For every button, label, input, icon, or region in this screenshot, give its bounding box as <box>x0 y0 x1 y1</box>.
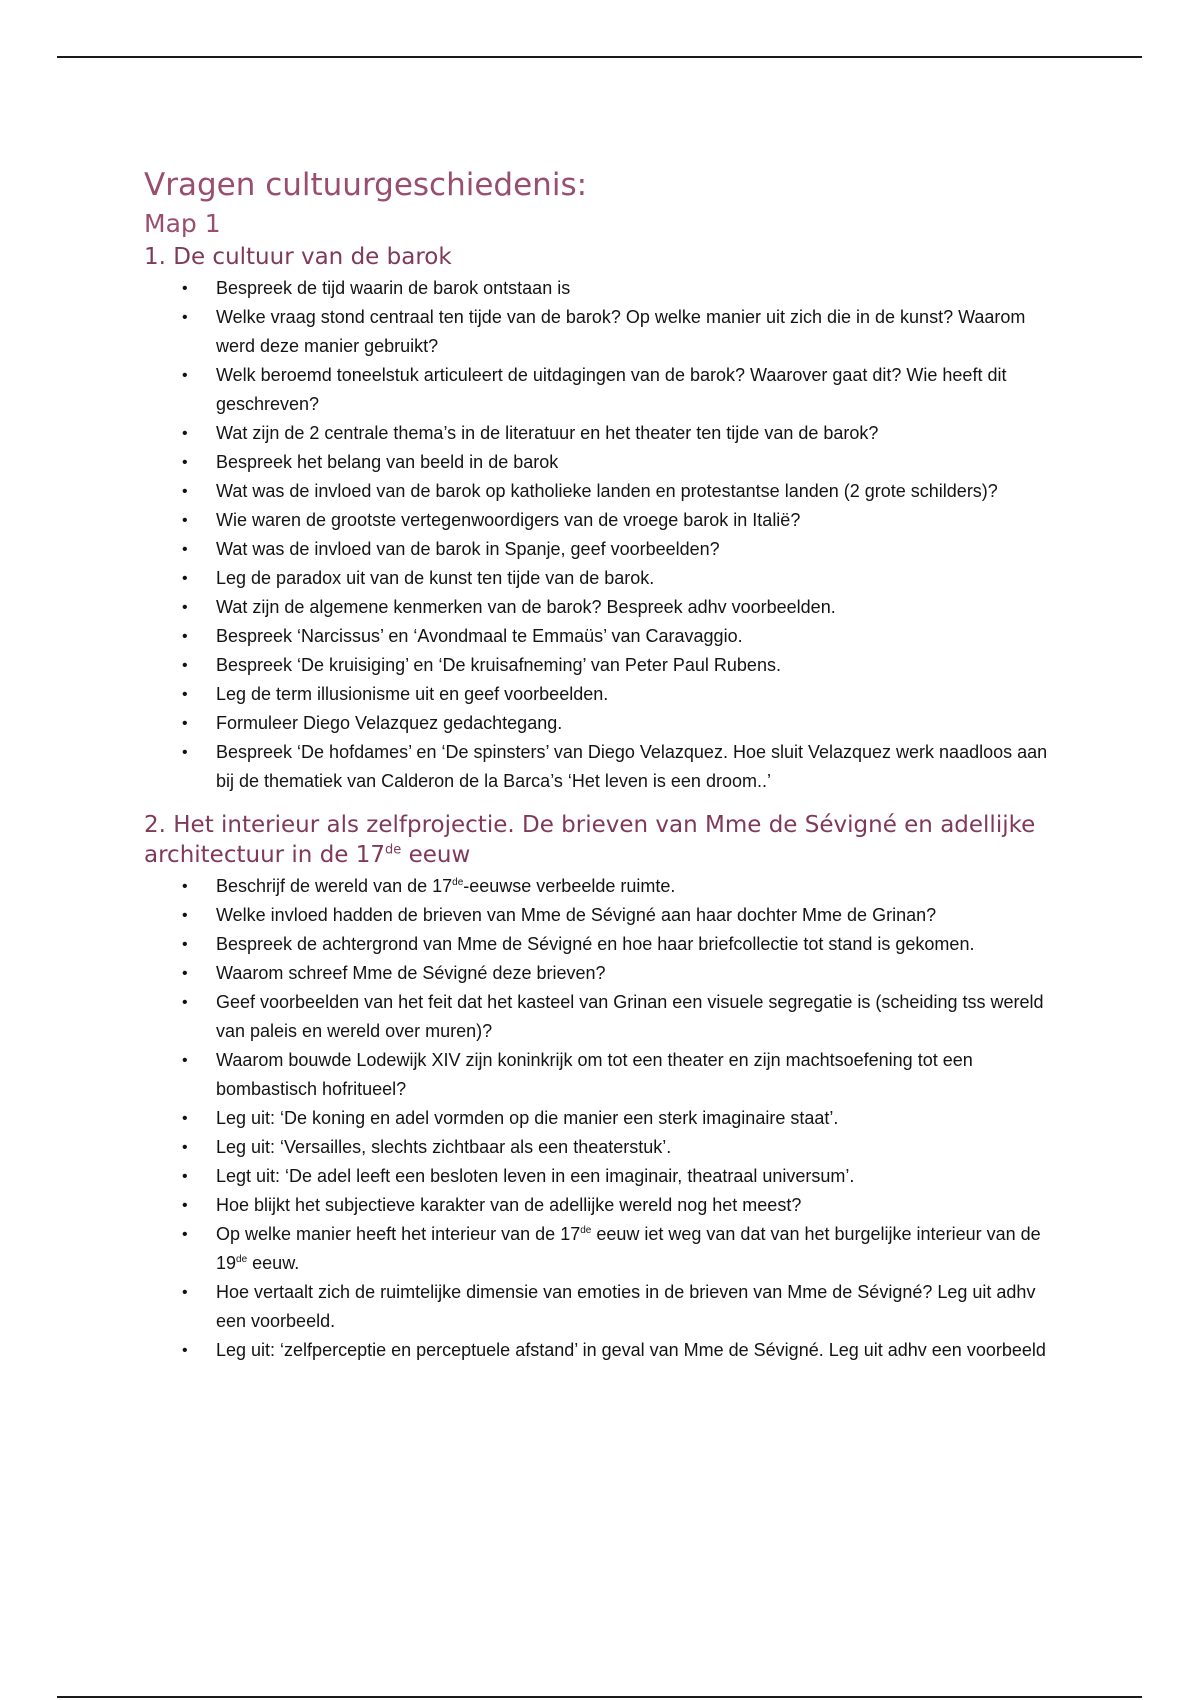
list-item <box>144 303 1064 361</box>
bullet-icon: • <box>182 512 188 529</box>
list-item <box>144 680 1064 709</box>
list-item <box>144 622 1064 651</box>
list-item <box>144 651 1064 680</box>
text-fragment: Op welke manier heeft het interieur van de 17 <box>216 1224 581 1244</box>
list-item <box>144 901 1064 930</box>
bullet-icon: • <box>182 280 188 297</box>
bullet-icon: • <box>182 1110 188 1127</box>
list-item <box>144 1133 1064 1162</box>
text-fragment: -eeuwse verbeelde ruimte. <box>463 876 676 896</box>
document-body <box>144 164 1064 1365</box>
question-text: Leg de paradox uit van de kunst ten tijde van de barok. <box>216 568 655 588</box>
question-text: Leg uit: ‘zelfperceptie en perceptuele afstand’ in geval van Mme de Sévigné. Leg uit adhv een voorbeeld <box>216 1340 1046 1360</box>
bullet-icon: • <box>182 541 188 558</box>
list-item <box>144 477 1064 506</box>
list-item <box>144 419 1064 448</box>
question-text <box>216 876 675 896</box>
list-item <box>144 988 1064 1046</box>
superscript: de <box>236 1254 248 1265</box>
bullet-icon: • <box>182 425 188 442</box>
list-item <box>144 1046 1064 1104</box>
list-item <box>144 1162 1064 1191</box>
bullet-icon: • <box>182 936 188 953</box>
question-text: Hoe blijkt het subjectieve karakter van de adellijke wereld nog het meest? <box>216 1195 802 1215</box>
question-text: Bespreek ‘De hofdames’ en ‘De spinsters’ van Diego Velazquez. Hoe sluit Velazquez werk naadloos aan bij de thematiek van Calderon de la Barca’s ‘Het leven is een droom..’ <box>216 742 1048 791</box>
list-item <box>144 872 1064 901</box>
question-text: Wat was de invloed van de barok in Spanje, geef voorbeelden? <box>216 539 720 559</box>
list-item <box>144 361 1064 419</box>
list-item <box>144 564 1064 593</box>
question-text: Formuleer Diego Velazquez gedachtegang. <box>216 713 563 733</box>
question-text: Leg de term illusionisme uit en geef voorbeelden. <box>216 684 609 704</box>
question-text: Leg uit: ‘De koning en adel vormden op die manier een sterk imaginaire staat’. <box>216 1108 839 1128</box>
question-text: Wat was de invloed van de barok op katholieke landen en protestantse landen (2 grote schilders)? <box>216 481 998 501</box>
section-heading: 1. De cultuur van de barok <box>144 244 452 270</box>
list-item <box>144 1191 1064 1220</box>
section-heading-part2: eeuw <box>401 842 471 868</box>
superscript: de <box>580 1225 592 1236</box>
question-text: Wat zijn de algemene kenmerken van de barok? Bespreek adhv voorbeelden. <box>216 597 836 617</box>
question-text: Bespreek het belang van beeld in de barok <box>216 452 559 472</box>
bullet-icon: • <box>182 907 188 924</box>
list-item <box>144 535 1064 564</box>
bullet-icon: • <box>182 1168 188 1185</box>
section-interieur <box>144 810 1064 1365</box>
list-item <box>144 593 1064 622</box>
bullet-icon: • <box>182 878 188 895</box>
section-heading <box>144 810 1064 870</box>
bullet-icon: • <box>182 483 188 500</box>
question-text: Bespreek ‘Narcissus’ en ‘Avondmaal te Emmaüs’ van Caravaggio. <box>216 626 743 646</box>
list-item <box>144 738 1064 796</box>
bullet-icon: • <box>182 1342 188 1359</box>
bullet-icon: • <box>182 686 188 703</box>
question-text: Leg uit: ‘Versailles, slechts zichtbaar als een theaterstuk’. <box>216 1137 672 1157</box>
list-item <box>144 1278 1064 1336</box>
bullet-icon: • <box>182 599 188 616</box>
list-item <box>144 274 1064 303</box>
text-fragment: eeuw. <box>247 1253 300 1273</box>
bottom-rule <box>57 1696 1142 1698</box>
bullet-icon: • <box>182 994 188 1011</box>
section-heading-sup: de <box>385 842 402 858</box>
question-text: Welke vraag stond centraal ten tijde van de barok? Op welke manier uit zich die in de kunst? Waarom werd deze manier gebruikt? <box>216 307 1026 356</box>
superscript: de <box>452 877 464 888</box>
section-barok <box>144 242 1064 796</box>
bullet-icon: • <box>182 454 188 471</box>
question-text: Legt uit: ‘De adel leeft een besloten leven in een imaginair, theatraal universum’. <box>216 1166 855 1186</box>
list-item <box>144 1336 1064 1365</box>
bullet-icon: • <box>182 1197 188 1214</box>
bullet-icon: • <box>182 657 188 674</box>
map-heading: Map 1 <box>144 209 221 238</box>
bullet-icon: • <box>182 1284 188 1301</box>
question-text: Hoe vertaalt zich de ruimtelijke dimensie van emoties in de brieven van Mme de Sévigné? Leg uit adhv een voorbeeld. <box>216 1282 1036 1331</box>
question-text: Welk beroemd toneelstuk articuleert de uitdagingen van de barok? Waarover gaat dit? Wie heeft dit geschreven? <box>216 365 1007 414</box>
bullet-icon: • <box>182 965 188 982</box>
bullet-icon: • <box>182 570 188 587</box>
question-text: Wat zijn de 2 centrale thema’s in de literatuur en het theater ten tijde van de barok? <box>216 423 879 443</box>
list-item <box>144 1104 1064 1133</box>
question-list <box>144 274 1064 796</box>
text-fragment: eeuw iet weg van dat van het burgelijke interieur van de 19 <box>216 1224 1041 1273</box>
list-item <box>144 959 1064 988</box>
question-text: Bespreek de achtergrond van Mme de Sévigné en hoe haar briefcollectie tot stand is gekomen. <box>216 934 975 954</box>
bullet-icon: • <box>182 309 188 326</box>
page-title: Vragen cultuurgeschiedenis: <box>144 167 588 203</box>
list-item <box>144 448 1064 477</box>
bullet-icon: • <box>182 1139 188 1156</box>
question-text: Bespreek ‘De kruisiging’ en ‘De kruisafneming’ van Peter Paul Rubens. <box>216 655 781 675</box>
question-list <box>144 872 1064 1365</box>
question-text: Bespreek de tijd waarin de barok ontstaan is <box>216 278 571 298</box>
list-item <box>144 709 1064 738</box>
question-text <box>216 1224 1041 1273</box>
text-fragment: Beschrijf de wereld van de 17 <box>216 876 453 896</box>
question-text: Welke invloed hadden de brieven van Mme de Sévigné aan haar dochter Mme de Grinan? <box>216 905 937 925</box>
bullet-icon: • <box>182 744 188 761</box>
bullet-icon: • <box>182 1052 188 1069</box>
list-item <box>144 930 1064 959</box>
bullet-icon: • <box>182 715 188 732</box>
question-text: Wie waren de grootste vertegenwoordigers van de vroege barok in Italië? <box>216 510 801 530</box>
question-text: Waarom bouwde Lodewijk XIV zijn koninkrijk om tot een theater en zijn machtsoefening tot een bombastisch hofritueel? <box>216 1050 973 1099</box>
top-rule <box>57 56 1142 58</box>
bullet-icon: • <box>182 1226 188 1243</box>
question-text: Geef voorbeelden van het feit dat het kasteel van Grinan een visuele segregatie is (scheiding tss wereld van paleis en wereld over muren)? <box>216 992 1044 1041</box>
bullet-icon: • <box>182 367 188 384</box>
list-item <box>144 1220 1064 1278</box>
list-item <box>144 506 1064 535</box>
question-text: Waarom schreef Mme de Sévigné deze brieven? <box>216 963 606 983</box>
bullet-icon: • <box>182 628 188 645</box>
section-heading-part1: 2. Het interieur als zelfprojectie. De brieven van Mme de Sévigné en adellijke architectuur in de 17 <box>144 812 1036 868</box>
